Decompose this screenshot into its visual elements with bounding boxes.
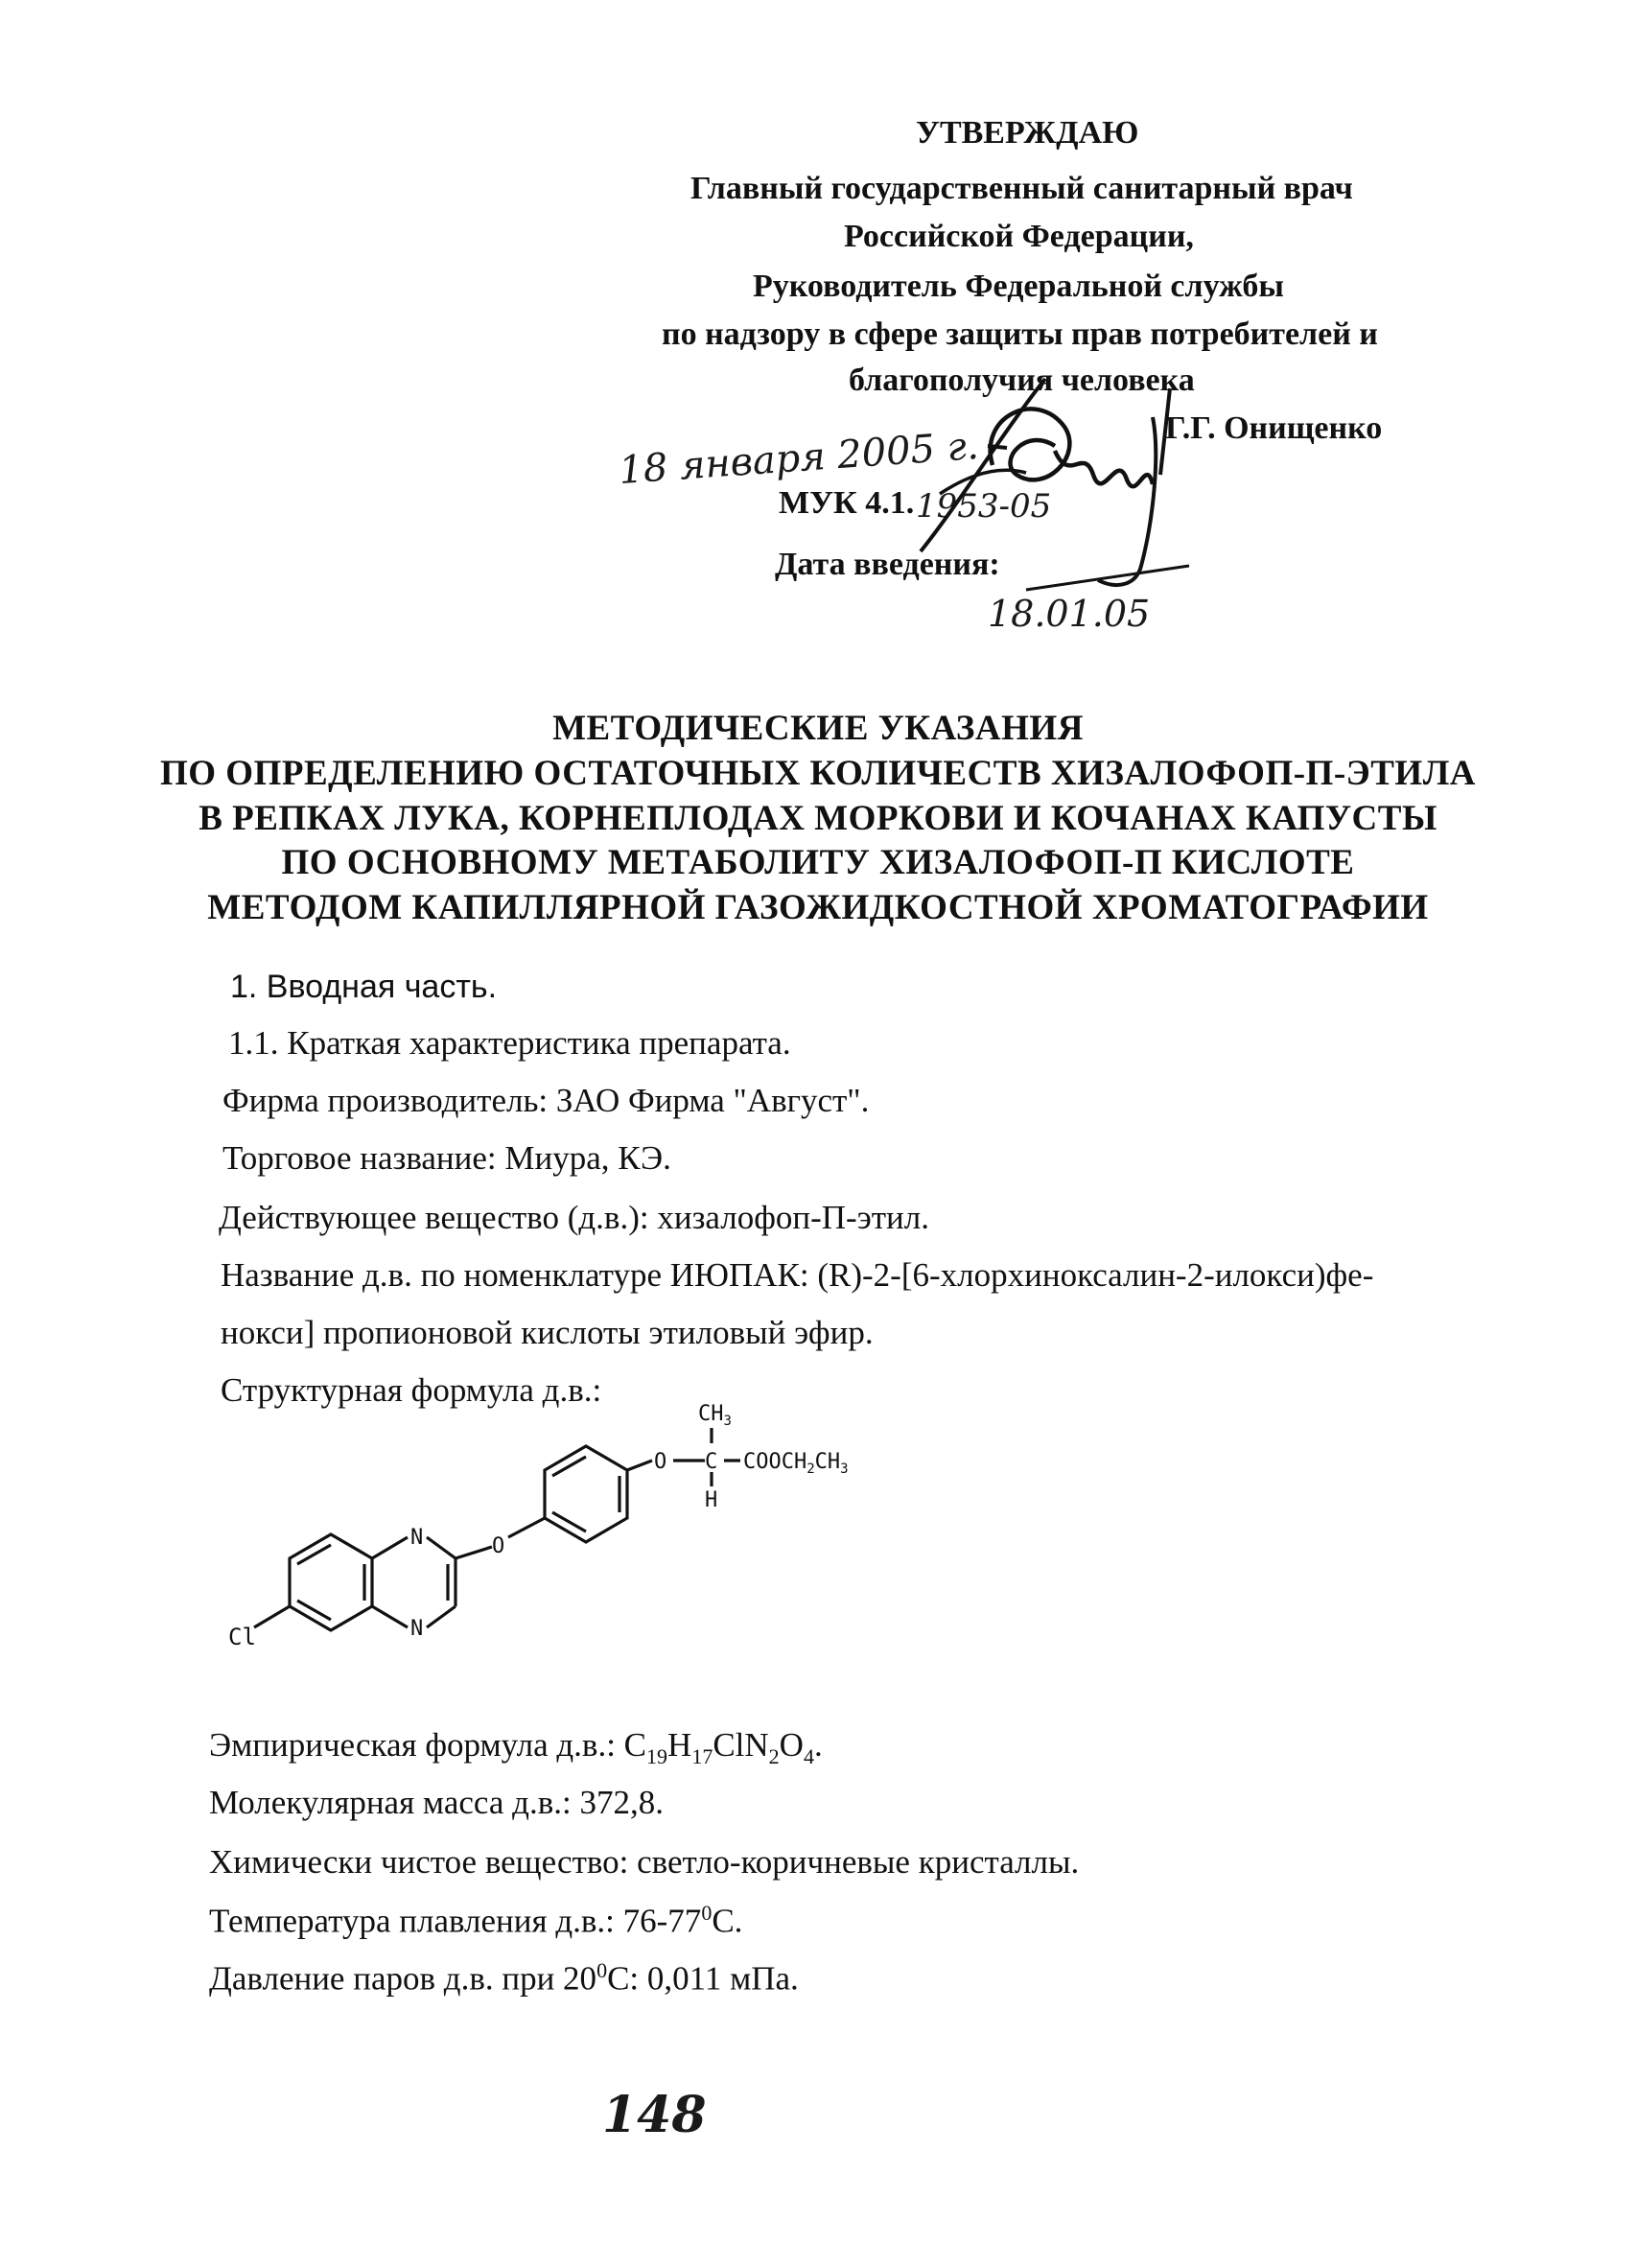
vapor-pressure-line: Давление паров д.в. при $20^0С$: 0,011 мПа. xyxy=(209,1958,799,1998)
approver-title-line: благополучия человека xyxy=(849,362,1195,398)
approver-title-line: по надзору в сфере защиты прав потребителей и xyxy=(662,316,1378,352)
section-heading: 1. Вводная часть. xyxy=(230,969,498,1005)
muk-label: МУК 4.1. xyxy=(779,485,915,521)
chem-hydrogen: H xyxy=(705,1488,718,1512)
document-title-line: ПО ОСНОВНОМУ МЕТАБОЛИТУ ХИЗАЛОФОП-П КИСЛОТЕ xyxy=(281,843,1355,882)
approver-title-line: Главный государственный санитарный врач xyxy=(690,171,1353,206)
chem-nitrogen-bottom: N xyxy=(410,1617,424,1641)
empirical-formula-line: Эмпирическая формула д.в.: $C_{19}H_{17}ClN_2O_4$. xyxy=(209,1726,823,1768)
iupac-name-line: нокси] пропионовой кислоты этиловый эфир. xyxy=(221,1314,874,1351)
handwritten-approval-date: 18 января 2005 г. xyxy=(617,423,980,494)
chem-ether-oxygen: O xyxy=(654,1450,667,1474)
chem-ch3-label: $CH_3$ xyxy=(698,1402,732,1429)
chem-alpha-carbon: C xyxy=(705,1450,718,1474)
melting-point-line: Температура плавления д.в.: $76-77^0С$. xyxy=(209,1901,743,1940)
section-subheading: 1.1. Краткая характеристика препарата. xyxy=(228,1024,791,1062)
approve-heading: УТВЕРЖДАЮ xyxy=(916,115,1139,151)
trade-name-line: Торговое название: Миура, КЭ. xyxy=(222,1139,671,1177)
signer-name: Г.Г. Онищенко xyxy=(1165,410,1383,446)
introduction-date-label: Дата введения: xyxy=(775,547,1000,582)
document-title-line: МЕТОДОМ КАПИЛЛЯРНОЙ ГАЗОЖИДКОСТНОЙ ХРОМАТОГРАФИИ xyxy=(207,888,1429,927)
document-title-line: В РЕПКАХ ЛУКА, КОРНЕПЛОДАХ МОРКОВИ И КОЧАНАХ КАПУСТЫ xyxy=(199,799,1437,838)
iupac-name-line: Название д.в. по номенклатуре ИЮПАК: (R)-2-[6-хлорхиноксалин-2-илокси)фе- xyxy=(221,1256,1374,1294)
document-title-line: МЕТОДИЧЕСКИЕ УКАЗАНИЯ xyxy=(552,709,1084,748)
page-number: 148 xyxy=(602,2086,707,2144)
approver-title-line: Руководитель Федеральной службы xyxy=(753,269,1284,304)
handwritten-introduction-date: 18.01.05 xyxy=(988,593,1151,635)
chem-link-oxygen: O xyxy=(492,1534,505,1558)
chem-nitrogen-top: N xyxy=(410,1526,424,1550)
chem-ester-group: $COOCH_2CH_3$ xyxy=(743,1450,849,1477)
signature xyxy=(901,360,1208,609)
structural-formula xyxy=(221,1402,949,1731)
molar-mass-line: Молекулярная масса д.в.: 372,8. xyxy=(209,1784,664,1821)
approver-title-line: Российской Федерации, xyxy=(844,219,1194,254)
manufacturer-line: Фирма производитель: ЗАО Фирма "Август". xyxy=(222,1082,870,1119)
structural-formula-label: Структурная формула д.в.: xyxy=(221,1371,602,1409)
handwritten-muk-number: 1953-05 xyxy=(916,487,1052,526)
chem-chlorine: Cl xyxy=(228,1624,256,1650)
document-title-line: ПО ОПРЕДЕЛЕНИЮ ОСТАТОЧНЫХ КОЛИЧЕСТВ ХИЗАЛОФОП-П-ЭТИЛА xyxy=(159,754,1476,793)
active-substance-line: Действующее вещество (д.в.): хизалофоп-П-этил. xyxy=(219,1199,929,1236)
pure-substance-line: Химически чистое вещество: светло-коричневые кристаллы. xyxy=(209,1843,1080,1881)
